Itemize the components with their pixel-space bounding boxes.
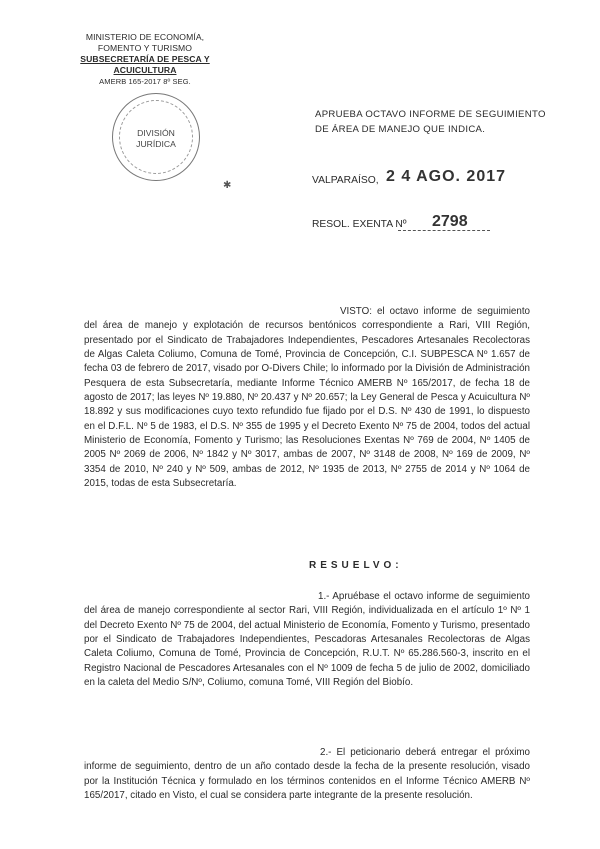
stamp-line: JURÍDICA [136,139,176,149]
ministry-line: MINISTERIO DE ECONOMÍA, [85,32,205,42]
date-stamp: 2 4 AGO. 2017 [386,168,507,185]
resolution-label: RESOL. EXENTA Nº [312,219,407,230]
point-1-paragraph: 1.- Apruébase el octavo informe de seguimiento del área de manejo correspondiente al sector Rari, VIII Región, individualizada en el artículo 1º Nº 1 del Decreto Exento Nº 75 de 2004, del actual Ministerio de Economía, Fomento y Turismo, presentado por el Sindicato de Trabajadores Independientes, Pescadoras Artesanales Recolectoras de Algas Caleta Coliumo, Comuna de Tomé, Provincia de Concepción, R.U.T. Nº 65.286.560-3, inscrito en el Registro Nacional de Pescadores Artesanales con el Nº 1009 de fecha 5 de julio de 2002, domiciliado en la caleta del Medio S/Nº, Coliumo, comuna Tomé, VIII Región del Biobío. [84,591,530,689]
resuelvo-heading: RESUELVO: [309,560,403,571]
subject-line: APRUEBA OCTAVO INFORME DE SEGUIMIENTO [315,109,546,120]
stamp-line: DIVISIÓN [137,128,175,138]
point-2-paragraph: 2.- El peticionario deberá entregar el próximo informe de seguimiento, dentro de un año contado desde la fecha de la presente resolución, visado por la Institución Técnica y formulado en los términos contenidos en el Informe Técnico AMERB Nº 165/2017, citado en Visto, el cual se considera parte integrante de la presente resolución. [84,747,530,802]
subsecretaria-line: SUBSECRETARÍA DE PESCA Y ACUICULTURA [80,54,210,75]
reference-code: AMERB 165-2017 8º SEG. [99,77,191,86]
visto-paragraph: VISTO: el octavo informe de seguimiento del área de manejo y explotación de recursos bentónicos correspondiente a Rari, VIII Región, presentado por el Sindicato de Trabajadores Independientes, Pescadores Artesanales Recolectoras de Algas Caleta Coliumo, Comuna de Tomé, Provincia de Concepción, C.I. SUBPESCA Nº 1.657 de fecha 03 de febrero de 2017, visado por O-Divers Chile; lo informado por la División de Administración Pesquera de esta Subsecretaría, mediante Informe Técnico AMERB Nº 165/2017, de fecha 18 de agosto de 2017; las leyes Nº 19.880, Nº 20.437 y Nº 20.657; la Ley General de Pesca y Acuicultura Nº 18.892 y sus modificaciones cuyo texto refundido fue fijado por el D.S. Nº 430 de 1991, lo dispuesto en el D.F.L. Nº 5 de 1983, el D.S. Nº 355 de 1995 y el Decreto Exento Nº 75 de 2004, todos del actual Ministerio de Economía, Fomento y Turismo; las Resoluciones Exentas Nº 769 de 2004, Nº 1405 de 2005 Nº 2069 de 2006, Nº 1842 y Nº 3017, ambas de 2007, Nº 3148 de 2008, Nº 169 de 2009, Nº 3354 de 2010, Nº 240 y Nº 509, ambas de 2012, Nº 1935 de 2013, Nº 2755 de 2014 y Nº 1064 de 2015, todas de esta Subsecretaría. [84,306,530,490]
ministry-header [60,32,230,87]
resolution-subject [315,108,546,137]
date-label: VALPARAÍSO, [312,175,379,186]
division-juridica-stamp [112,93,200,181]
asterisk-mark: ✱ [223,180,232,191]
subject-line: DE ÁREA DE MANEJO QUE INDICA. [315,123,486,135]
resolution-number: 2798 [432,213,468,230]
ministry-line: FOMENTO Y TURISMO [97,43,193,53]
